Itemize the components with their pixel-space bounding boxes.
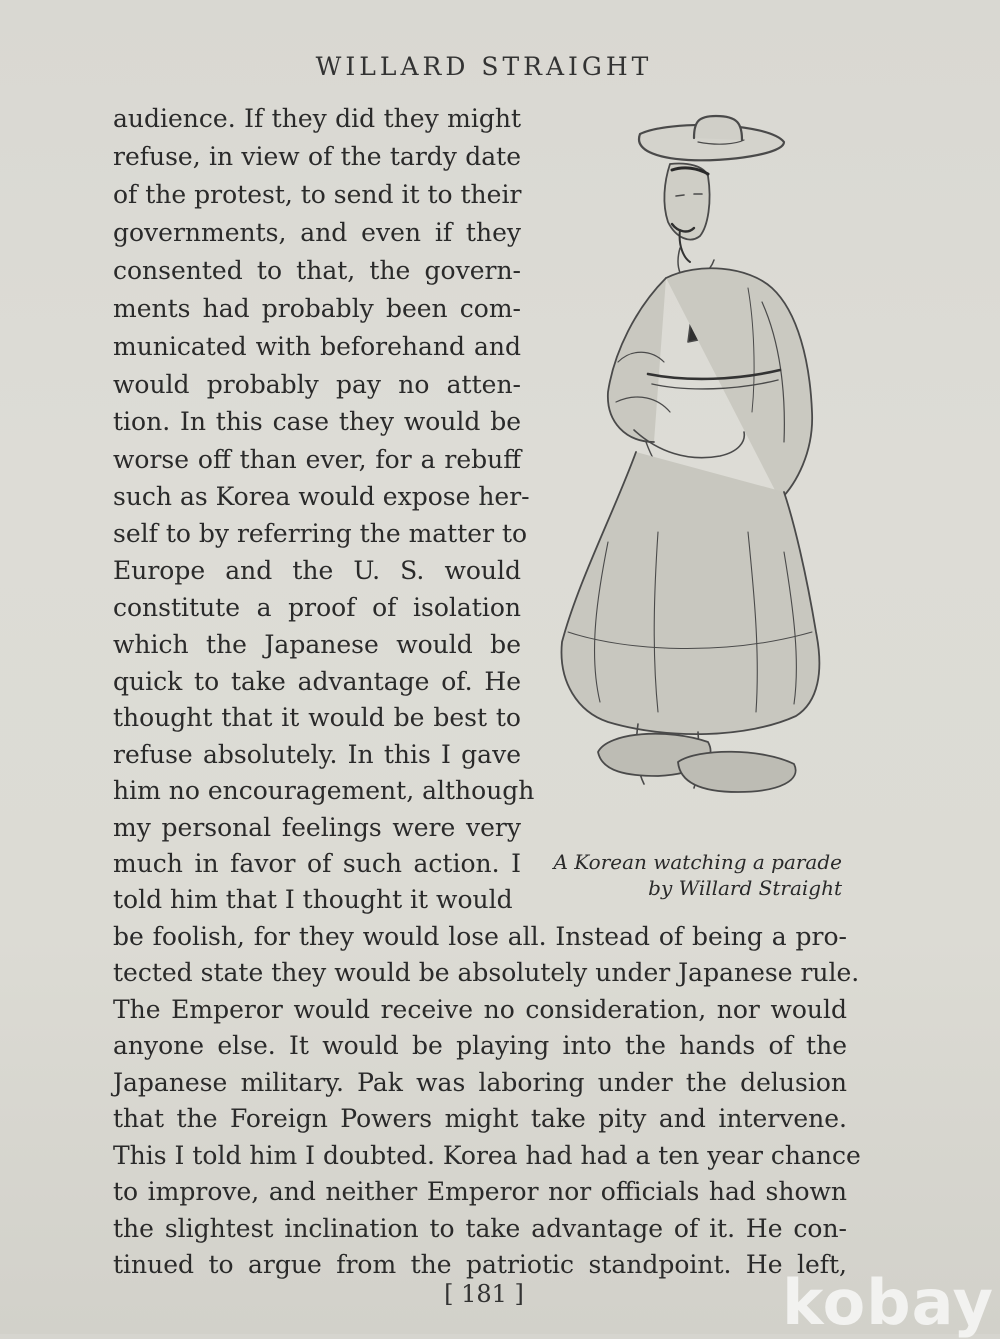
text-line: much in favor of such action. I [113,849,521,878]
text-line: that the Foreign Powers might take pity and intervene. [113,1104,847,1133]
text-line: which the Japanese would be [113,630,521,659]
text-line: tinued to argue from the patriotic standpoint. He left, [113,1250,847,1279]
text-line: The Emperor would receive no consideration, nor would [113,995,847,1024]
text-line: audience. If they did they might [113,104,521,133]
text-line: This I told him I doubted. Korea had had a ten year chance [113,1141,861,1170]
text-line: refuse absolutely. In this I gave [113,740,521,769]
korean-figure-sketch [548,112,848,842]
text-line: Europe and the U. S. would [113,556,521,585]
text-line: municated with beforehand and [113,332,521,361]
text-line: thought that it would be best to [113,703,521,732]
text-line: Japanese military. Pak was laboring under the delusion [113,1068,847,1097]
text-line: would probably pay no atten- [113,370,521,399]
text-line: worse off than ever, for a rebuff [113,445,521,474]
text-line: self to by referring the matter to [113,519,528,548]
text-line: tected state they would be absolutely under Japanese rule. [113,958,860,987]
text-line: be foolish, for they would lose all. Instead of being a pro- [113,922,847,951]
watermark-logo: kobay [782,1266,994,1339]
figure-caption-line2: by Willard Straight [648,876,842,900]
text-line: tion. In this case they would be [113,407,521,436]
figure-caption-line1: A Korean watching a parade [553,850,842,874]
page-number: [ 181 ] [444,1280,524,1308]
text-line: of the protest, to send it to their [113,180,522,209]
text-line: such as Korea would expose her- [113,482,530,511]
text-line: quick to take advantage of. He [113,667,521,696]
text-line: the slightest inclination to take advantage of it. He con- [113,1214,847,1243]
text-line: anyone else. It would be playing into the hands of the [113,1031,847,1060]
text-line: governments, and even if they [113,218,521,247]
text-line: him no encouragement, although [113,776,535,805]
text-line: my personal feelings were very [113,813,521,842]
text-line: to improve, and neither Emperor nor officials had shown [113,1177,847,1206]
text-line: told him that I thought it would [113,885,513,914]
text-line: constitute a proof of isolation [113,593,521,622]
text-line: consented to that, the govern- [113,256,521,285]
running-head: WILLARD STRAIGHT [315,52,653,81]
text-line: refuse, in view of the tardy date [113,142,521,171]
text-line: ments had probably been com- [113,294,521,323]
